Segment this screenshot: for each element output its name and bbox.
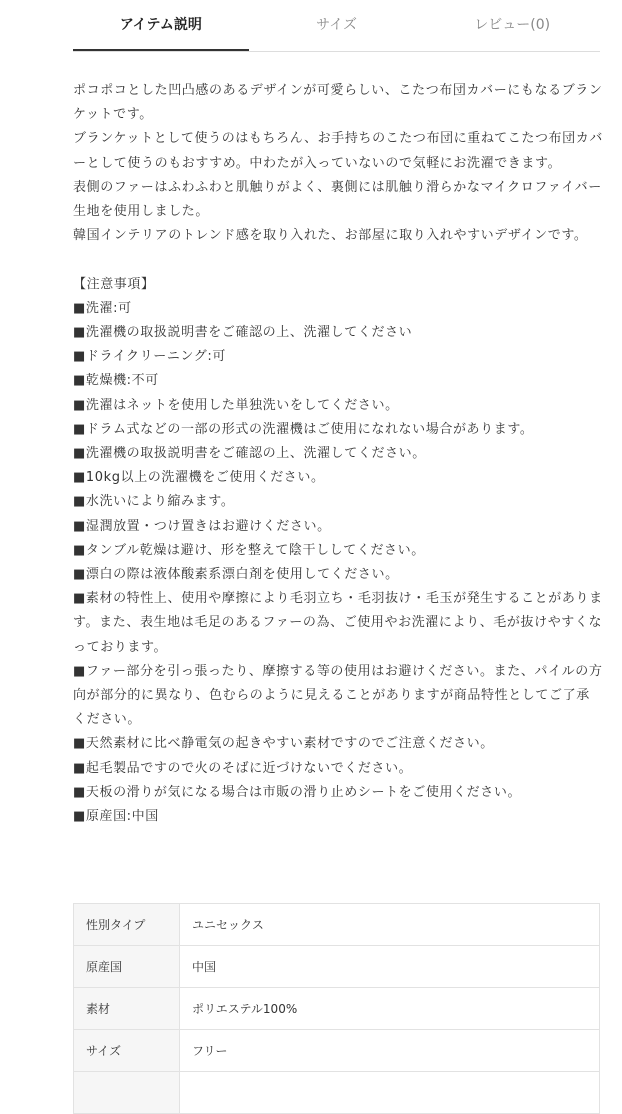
note-item: ■漂白の際は液体酸素系漂白剤を使用してください。	[73, 567, 399, 583]
note-item: ■乾燥機:不可	[73, 373, 159, 389]
note-item: ■ドラム式などの一部の形式の洗濯機はご使用になれない場合があります。	[73, 421, 534, 437]
item-description	[73, 79, 603, 829]
spec-label-material: 素材	[74, 988, 180, 1030]
table-row	[74, 1072, 600, 1114]
note-item: ■洗濯機の取扱説明書をご確認の上、洗濯してください。	[73, 446, 426, 462]
note-item: ■洗濯:可	[73, 300, 132, 316]
tab-review[interactable]: レビュー(0)	[474, 17, 551, 33]
spec-label-size: サイズ	[74, 1030, 180, 1072]
desc-line: ポコポコとした凹凸感のあるデザインが可愛らしい、こたつ布団カバーにもなるブランケットです。	[73, 83, 603, 123]
tab-item-description[interactable]: アイテム説明	[73, 0, 249, 51]
spec-value-size: フリー	[180, 1030, 600, 1072]
table-row	[74, 988, 600, 1030]
note-item: ■ファー部分を引っ張ったり、摩擦する等の使用はお避けください。また、パイルの方向が部分的に異なり、色むらのように見えることがありますが商品特性としてご了承ください。	[73, 663, 603, 728]
spec-label-origin: 原産国	[74, 946, 180, 988]
spec-value-cut	[180, 1072, 600, 1114]
note-item: ■ドライクリーニング:可	[73, 349, 226, 365]
note-item: ■タンブル乾燥は避け、形を整えて陰干ししてください。	[73, 542, 425, 558]
item-tabs	[73, 0, 600, 52]
table-row	[74, 1030, 600, 1072]
spec-value-origin: 中国	[180, 946, 600, 988]
note-item: ■原産国:中国	[73, 809, 159, 825]
note-item: ■起毛製品ですので火のそばに近づけないでください。	[73, 760, 413, 776]
note-item: ■洗濯機の取扱説明書をご確認の上、洗濯してください	[73, 325, 413, 341]
desc-line: 表側のファーはふわふわと肌触りがよく、裏側には肌触り滑らかなマイクロファイバー生地を使用しました。	[73, 179, 602, 220]
table-row	[74, 904, 600, 946]
note-item: ■湿潤放置・つけ置きはお避けください。	[73, 518, 331, 534]
spec-label-gender: 性別タイプ	[74, 904, 180, 946]
note-item: ■素材の特性上、使用や摩擦により毛羽立ち・毛羽抜け・毛玉が発生することがあります。また、表生地は毛足のあるファーの為、ご使用やお洗濯により、毛が抜けやすくなっております。	[73, 591, 603, 655]
note-item: ■天然素材に比べ静電気の起きやすい素材ですのでご注意ください。	[73, 736, 494, 752]
note-item: ■洗濯はネットを使用した単独洗いをしてください。	[73, 397, 399, 413]
desc-line: ブランケットとして使うのはもちろん、お手持ちのこたつ布団に重ねてこたつ布団カバーとして使うのもおすすめ。中わたが入っていないので気軽にお洗濯できます。	[73, 131, 603, 171]
spec-value-material: ポリエステル100%	[180, 988, 600, 1030]
spec-label-cut	[74, 1072, 180, 1114]
note-item: ■天板の滑りが気になる場合は市販の滑り止めシートをご使用ください。	[73, 784, 522, 800]
desc-line: 韓国インテリアのトレンド感を取り入れた、お部屋に取り入れやすいデザインです。	[73, 228, 588, 244]
spec-value-gender: ユニセックス	[180, 904, 600, 946]
note-item: ■水洗いにより縮みます。	[73, 494, 235, 510]
spec-table	[73, 903, 600, 1114]
tab-size[interactable]: サイズ	[316, 17, 357, 33]
note-item: ■10kg以上の洗濯機をご使用ください。	[73, 470, 325, 486]
table-row	[74, 946, 600, 988]
notes-heading: 【注意事項】	[73, 276, 155, 292]
